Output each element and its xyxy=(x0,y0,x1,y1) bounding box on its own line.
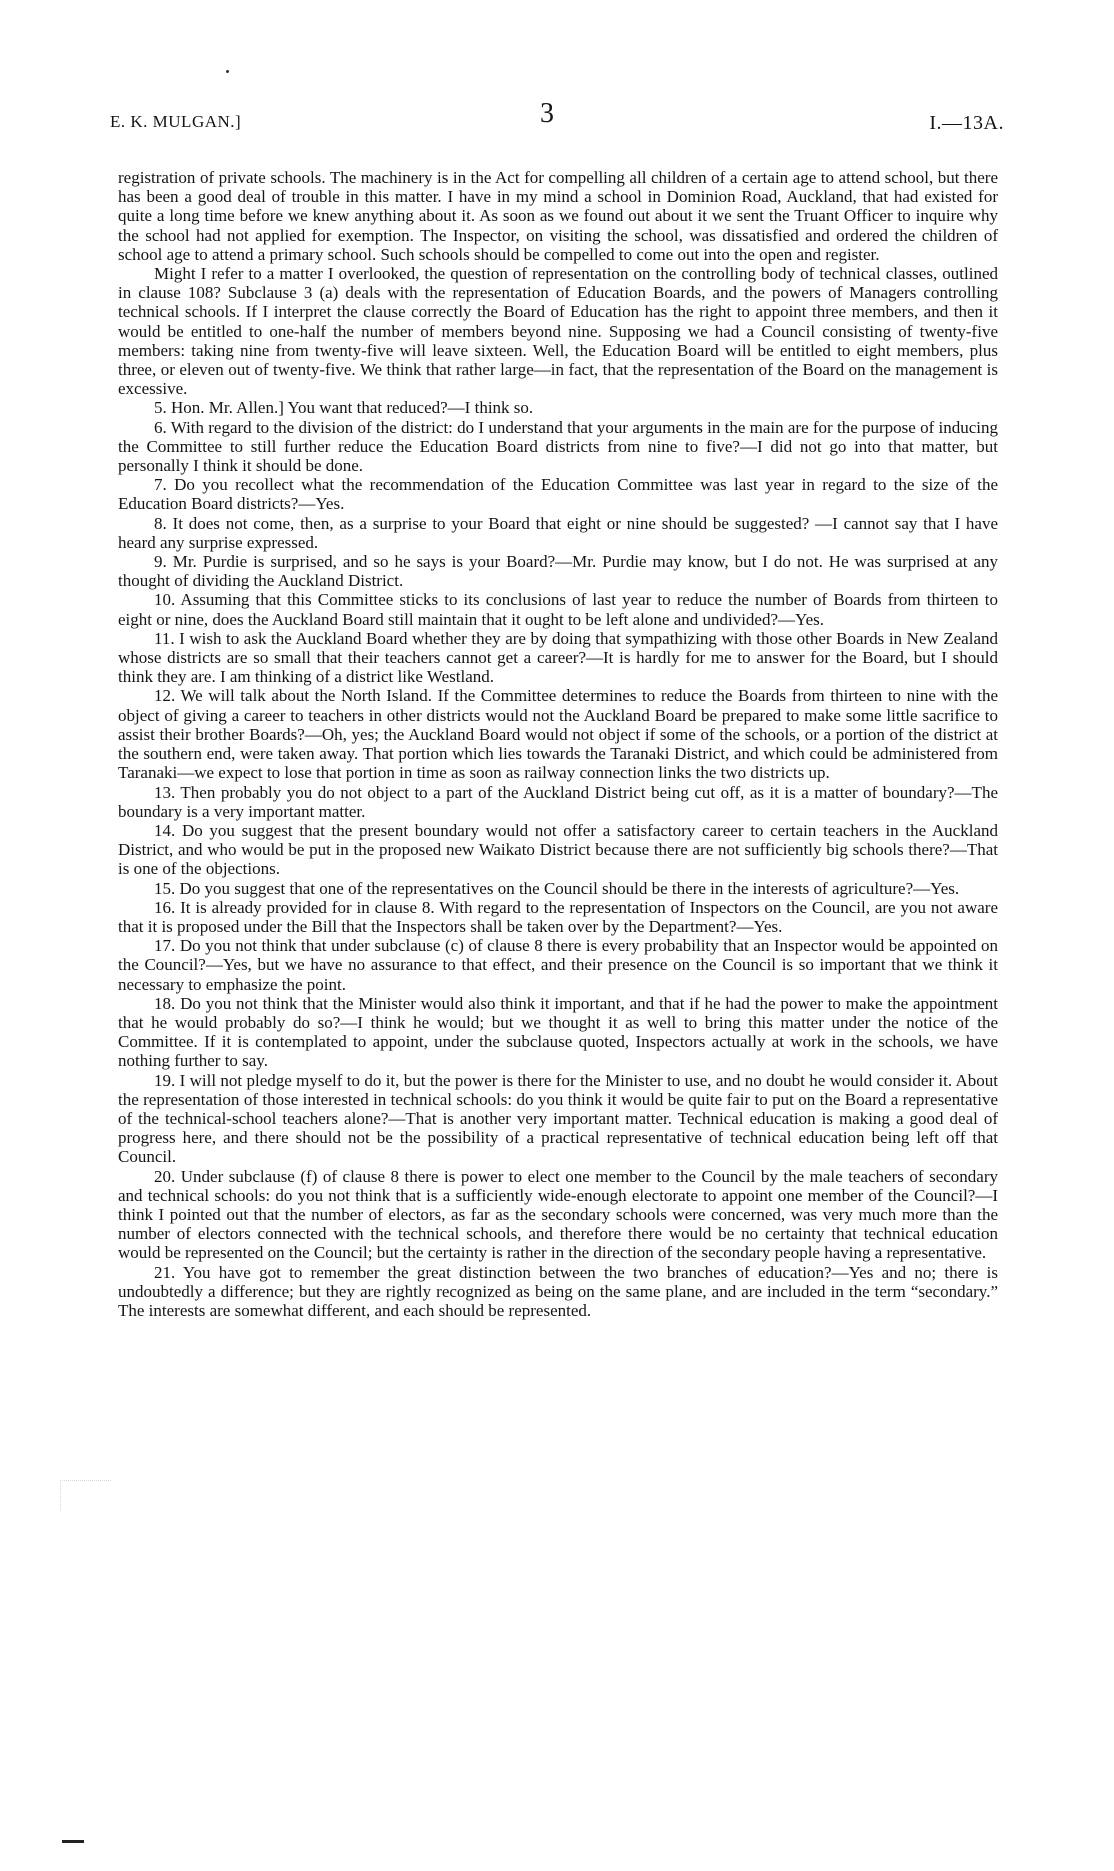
paragraph: Might I refer to a matter I overlooked, the question of representation on the controlling body of technical classes, outlined in clause 108? Subclause 3 (a) deals with the representation of Education Boards, and the powers of Managers controlling technical schools. If I interpret the clause correctly the Board of Education has the right to appoint three members, and then it would be entitled to one-half the number of members beyond nine. Supposing we had a Council consisting of twenty-five members: taking nine from twenty-five will leave sixteen. Well, the Education Board will be entitled to eight members, plus three, or eleven out of twenty-five. We think that rather large—in fact, that the representation of the Board on the management is excessive. xyxy=(118,264,998,399)
paragraph: 15. Do you suggest that one of the representatives on the Council should be there in the interests of agriculture?—Yes. xyxy=(154,878,960,898)
paragraph: 11. I wish to ask the Auckland Board whether they are by doing that sympathizing with those other Boards in New Zealand whose districts are so small that their teachers cannot get a career?—It is hardly for me to answer for the Board, but I should think they are. I am thinking of a district like Westland. xyxy=(118,628,998,687)
paragraph: 6. With regard to the division of the district: do I understand that your arguments in the main are for the purpose of inducing the Committee to still further reduce the Education Board districts from nine to five?—I did not go into that matter, but personally I think it should be done. xyxy=(118,417,998,476)
document-body xyxy=(118,168,998,1320)
header-document-reference: I.—13A. xyxy=(929,112,1004,134)
scan-dash-mark xyxy=(62,1840,84,1843)
paragraph: registration of private schools. The machinery is in the Act for compelling all children of a certain age to attend school, but there has been a good deal of trouble in this matter. I have in my mind a school in Dominion Road, Auckland, that had existed for quite a long time before we knew anything about it. As soon as we found out about it we sent the Truant Officer to inquire why the school had not applied for exemption. The Inspector, on visiting the school, was dissatisfied and ordered the children of school age to attend a primary school. Such schools should be compelled to come out into the open and register. xyxy=(118,168,998,264)
page-number: 3 xyxy=(540,98,554,129)
paragraph: 18. Do you not think that the Minister would also think it important, and that if he had the power to make the appointment that he would probably do so?—I think he would; but we thought it as well to bring this matter under the notice of the Committee. If it is contemplated to appoint, under the subclause quoted, Inspectors actually at work in the schools, we have nothing further to say. xyxy=(118,993,998,1071)
paragraph: 8. It does not come, then, as a surprise to your Board that eight or nine should be suggested? —I cannot say that I have heard any surprise expressed. xyxy=(118,513,998,552)
paragraph: 17. Do you not think that under subclause (c) of clause 8 there is every probability that an Inspector would be appointed on the Council?—Yes, but we have no assurance to that effect, and their presence on the Council is so important that we think it necessary to emphasize the point. xyxy=(118,936,998,994)
paragraph: 5. Hon. Mr. Allen.] You want that reduced?—I think so. xyxy=(154,398,534,418)
paragraph: 13. Then probably you do not object to a part of the Auckland District being cut off, as it is a matter of boundary?—The boundary is a very important matter. xyxy=(118,782,998,821)
paragraph: 21. You have got to remember the great distinction between the two branches of education?—Yes and no; there is undoubtedly a difference; but they are rightly recognized as being on the same plane, and are included in the term “secondary.” The interests are somewhat different, and each should be represented. xyxy=(118,1262,998,1320)
page-header xyxy=(0,98,1114,138)
paragraph: 20. Under subclause (f) of clause 8 there is power to elect one member to the Council by the male teachers of secondary and technical schools: do you not think that is a sufficiently wide-enough electorate to appoint one member of the Council?—I think I pointed out that the number of electors, as far as the secondary schools were concerned, was very much more than the number of electors connected with the technical schools, and therefore there would be no certainty that technical education would be represented on the Council; but the certainty is rather in the direction of the secondary people having a representative. xyxy=(118,1166,998,1263)
paragraph: 10. Assuming that this Committee sticks to its conclusions of last year to reduce the number of Boards from thirteen to eight or nine, does the Auckland Board still maintain that it ought to be left alone and undivided?—Yes. xyxy=(118,590,998,629)
paragraph: 7. Do you recollect what the recommendation of the Education Committee was last year in regard to the size of the Education Board districts?—Yes. xyxy=(118,475,998,514)
paragraph: 14. Do you suggest that the present boundary would not offer a satisfactory career to certain teachers in the Auckland District, and who would be put in the proposed new Waikato District because there are not sufficiently big schools there?—That is one of the objections. xyxy=(118,820,998,879)
paragraph: 16. It is already provided for in clause 8. With regard to the representation of Inspectors on the Council, are you not aware that it is proposed under the Bill that the Inspectors shall be taken over by the Department?—Yes. xyxy=(118,897,998,936)
header-witness-name: E. K. MULGAN.] xyxy=(110,112,242,131)
paragraph: 19. I will not pledge myself to do it, but the power is there for the Minister to use, and no doubt he would consider it. About the representation of those interested in technical schools: do you think it would be quite fair to put on the Board a representative of the technical-school teachers alone?—That is another very important matter. Technical education is making a good deal of progress here, and there should not be the possibility of a practical representative of technical education being left off that Council. xyxy=(118,1070,998,1167)
scan-smudge-mark xyxy=(60,1480,111,1511)
stray-dot-mark xyxy=(226,70,229,73)
paragraph: 12. We will talk about the North Island. If the Committee determines to reduce the Boards from thirteen to nine with the object of giving a career to teachers in other districts would not the Auckland Board be prepared to make some little sacrifice to assist their brother Boards?—Oh, yes; the Auckland Board would not object if some of the schools, or a portion of the district at the southern end, were taken away. That portion which lies towards the Taranaki District, and which could be administered from Taranaki—we expect to lose that portion in time as soon as railway connection links the two districts up. xyxy=(118,686,998,783)
paragraph: 9. Mr. Purdie is surprised, and so he says is your Board?—Mr. Purdie may know, but I do not. He was surprised at any thought of dividing the Auckland District. xyxy=(118,552,998,591)
